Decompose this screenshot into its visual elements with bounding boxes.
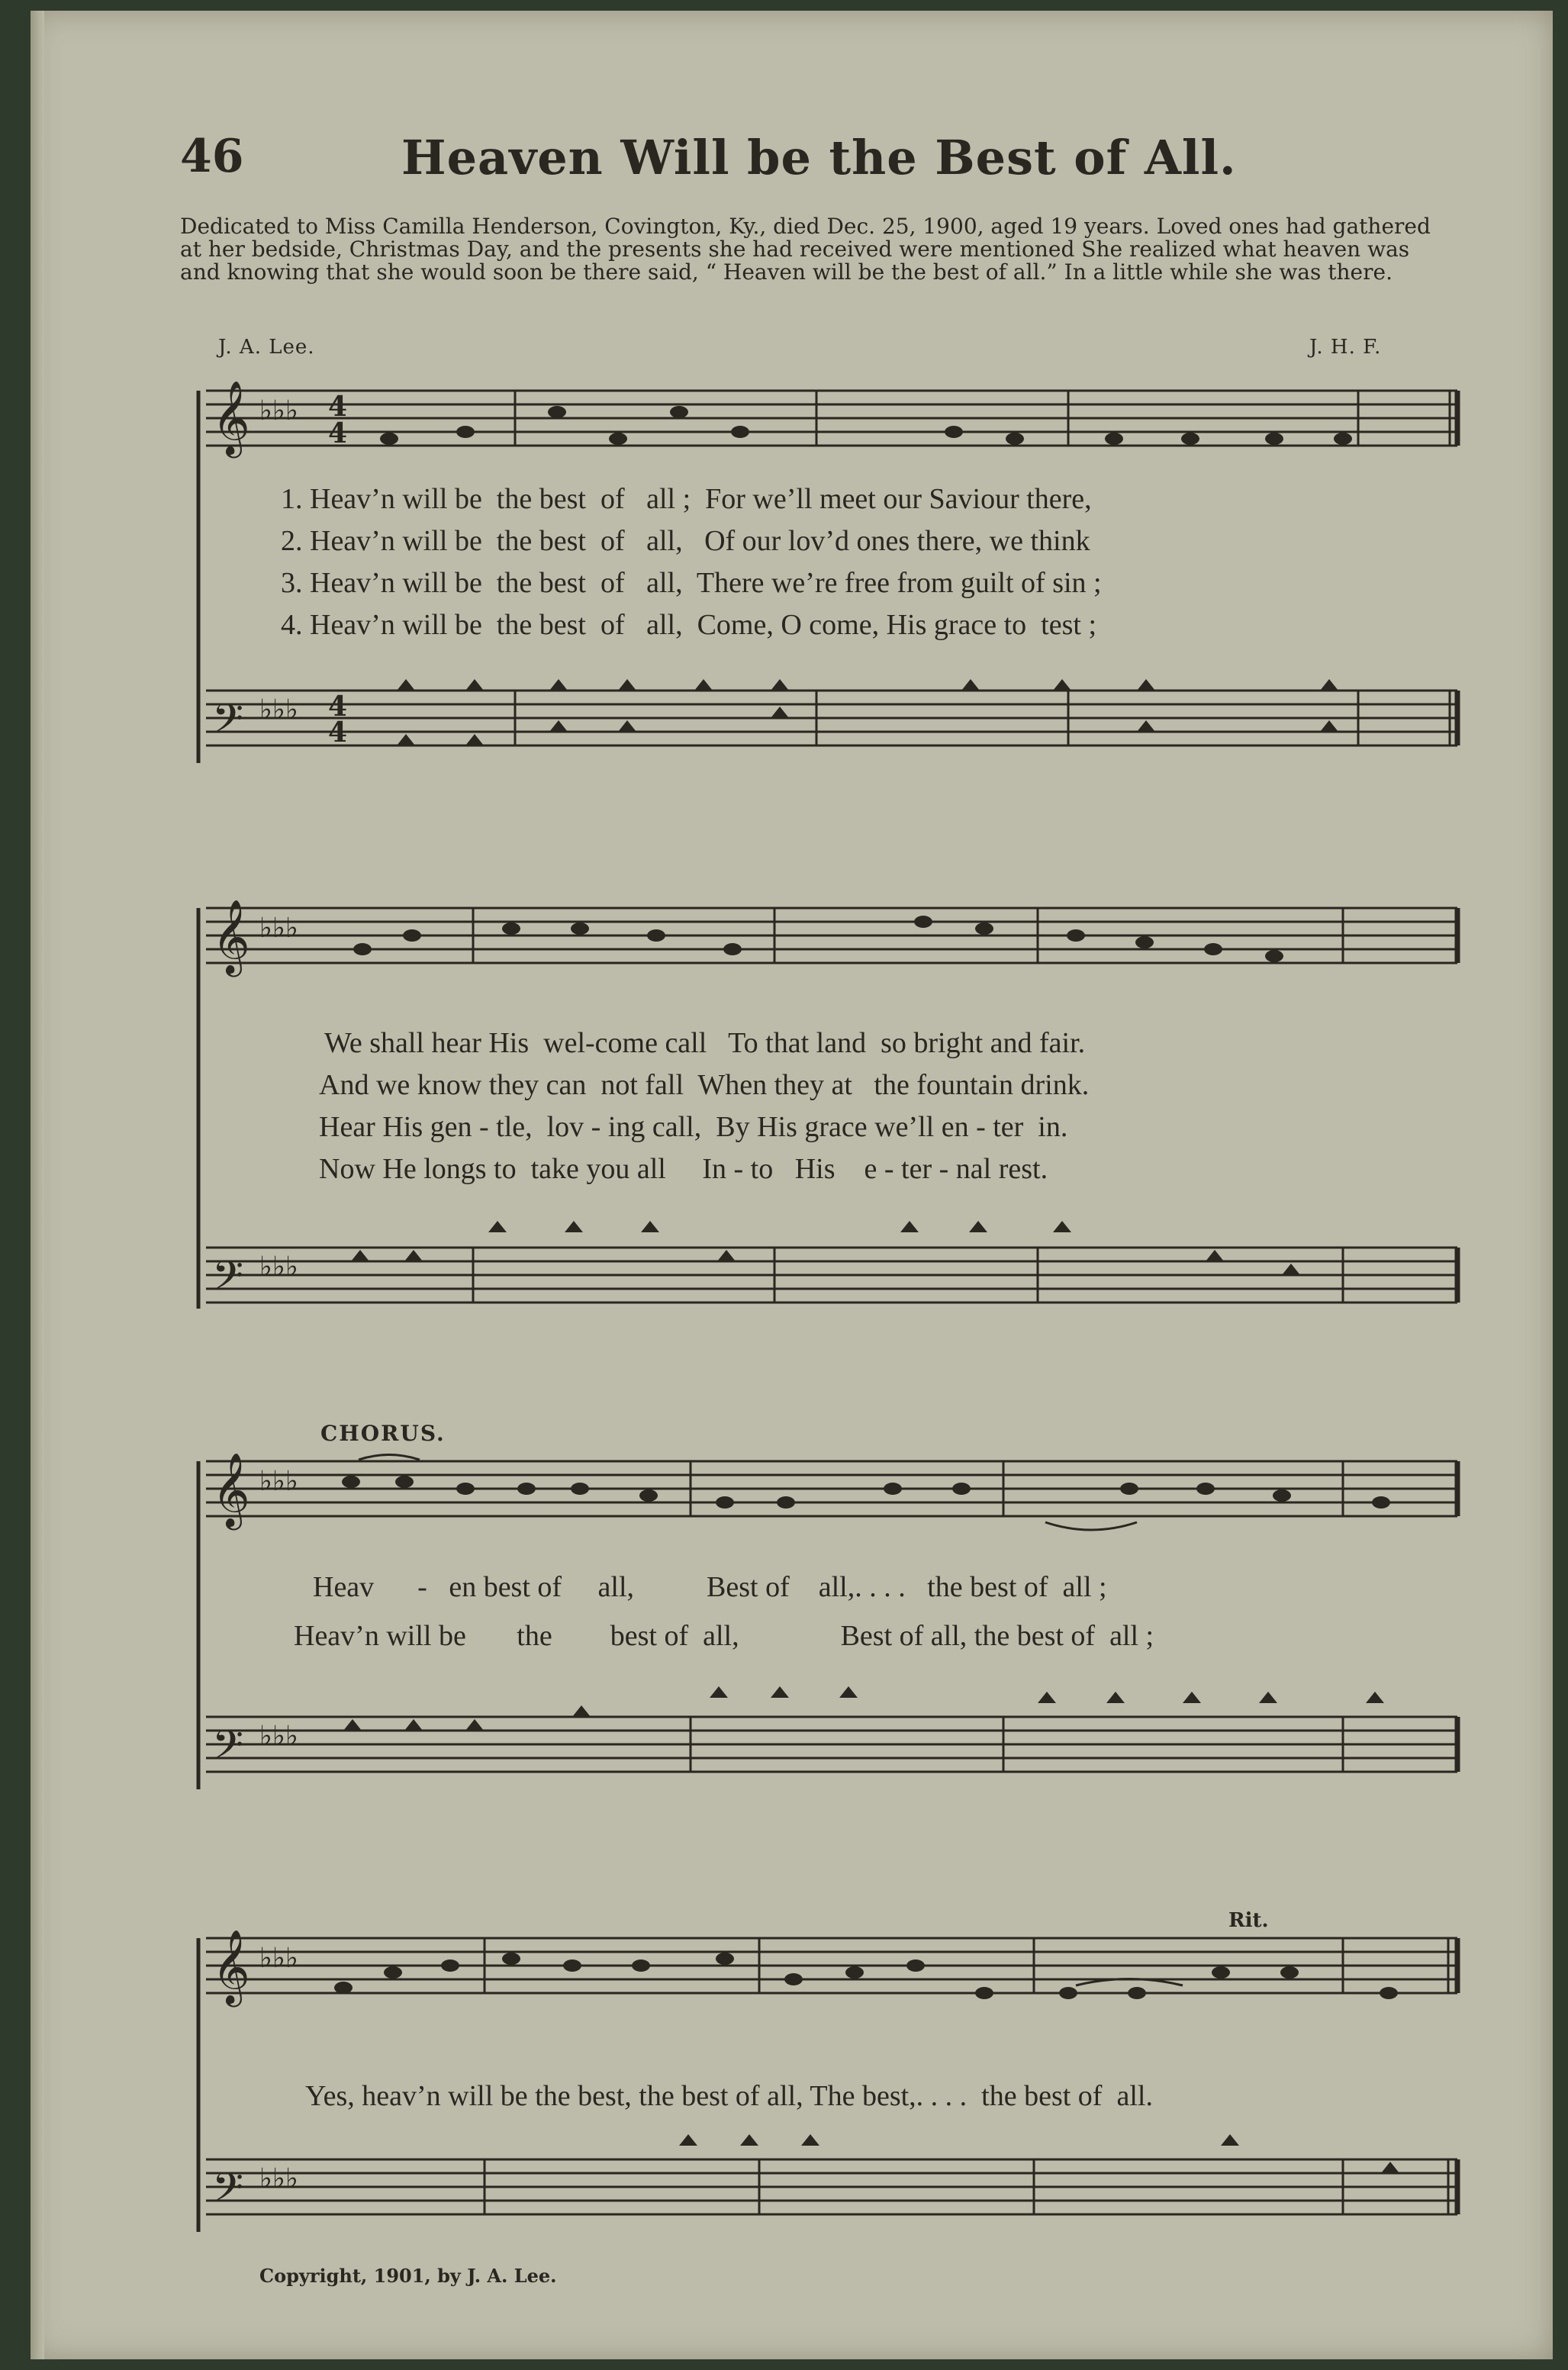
verse-4-line-1: 4. Heav’n will be the best of all, Come, O come, His grace to test ; [281,609,1097,641]
svg-text:𝄞: 𝄞 [212,1454,250,1527]
page-number: 46 [180,130,244,183]
svg-text:♭♭♭: ♭♭♭ [259,2163,298,2195]
svg-text:♭♭♭: ♭♭♭ [259,1251,298,1283]
chorus-lyrics-line-1a: Heav - en best of all, Best of all,. . . . the best of all ; [313,1571,1107,1603]
copyright-notice: Copyright, 1901, by J. A. Lee. [259,2265,557,2287]
svg-text:4: 4 [328,716,348,749]
page-binding-edge [31,11,44,2359]
svg-text:𝄢: 𝄢 [212,2165,244,2221]
svg-text:𝄢: 𝄢 [212,1253,244,1309]
music-system-3-chorus [191,1454,1465,1820]
svg-text:♭♭♭: ♭♭♭ [259,913,298,944]
svg-text:𝄢: 𝄢 [212,696,244,752]
verse-2-line-1: 2. Heav’n will be the best of all, Of our lov’d ones there, we think [281,525,1090,557]
svg-text:♭♭♭: ♭♭♭ [259,1943,298,1974]
ritardando-marking: Rit. [1228,1909,1269,1932]
staff-notation-2 [191,893,1465,1320]
music-system-2 [191,893,1465,1320]
svg-text:𝄞: 𝄞 [212,899,250,974]
svg-text:4: 4 [328,417,348,449]
chorus-label: CHORUS. [320,1421,446,1446]
verse-2-line-2: And we know they can not fall When they at the fountain drink. [319,1069,1090,1101]
svg-text:♭♭♭: ♭♭♭ [259,1721,298,1752]
svg-text:4: 4 [328,691,348,723]
svg-text:♭♭♭: ♭♭♭ [259,395,298,427]
svg-text:𝄢: 𝄢 [212,1722,244,1779]
dedication-text: Dedicated to Miss Camilla Henderson, Covington, Ky., died Dec. 25, 1900, aged 19 years. Loved ones had gathered at her bedside, Christmas Day, and the presents she had received were mentioned She realized what heaven was and knowing that she would soon be there said, “ Heaven will be the best of all.” In a little while she was there. [180,214,1431,285]
music-system-1 [191,382,1465,778]
verse-4-line-2: Now He longs to take you all In - to His e - ter - nal rest. [319,1153,1048,1185]
closing-lyrics-line: Yes, heav’n will be the best, the best of all, The best,. . . . the best of all. [305,2080,1153,2112]
hymn-title: Heaven Will be the Best of All. [401,130,1237,185]
svg-text:4: 4 [328,391,348,423]
verse-1-line-2: We shall hear His wel-come call To that land so bright and fair. [324,1027,1086,1059]
svg-text:♭♭♭: ♭♭♭ [259,1466,298,1497]
music-system-4 [191,1930,1465,2251]
verse-3-line-2: Hear His gen - tle, lov - ing call, By His grace we’ll en - ter in. [319,1111,1068,1143]
svg-text:𝄞: 𝄞 [212,1930,250,2004]
lyricist-credit: J. H. F. [1309,336,1382,359]
svg-text:𝄞: 𝄞 [212,382,250,455]
chorus-lyrics-line-1b: Heav’n will be the best of all, Best of all, the best of all ; [294,1620,1154,1652]
svg-text:♭♭♭: ♭♭♭ [259,694,298,726]
composer-credit: J. A. Lee. [218,336,315,359]
verse-3-line-1: 3. Heav’n will be the best of all, There we’re free from guilt of sin ; [281,567,1102,599]
verse-1-line-1: 1. Heav’n will be the best of all ; For we’ll meet our Saviour there, [281,483,1092,515]
